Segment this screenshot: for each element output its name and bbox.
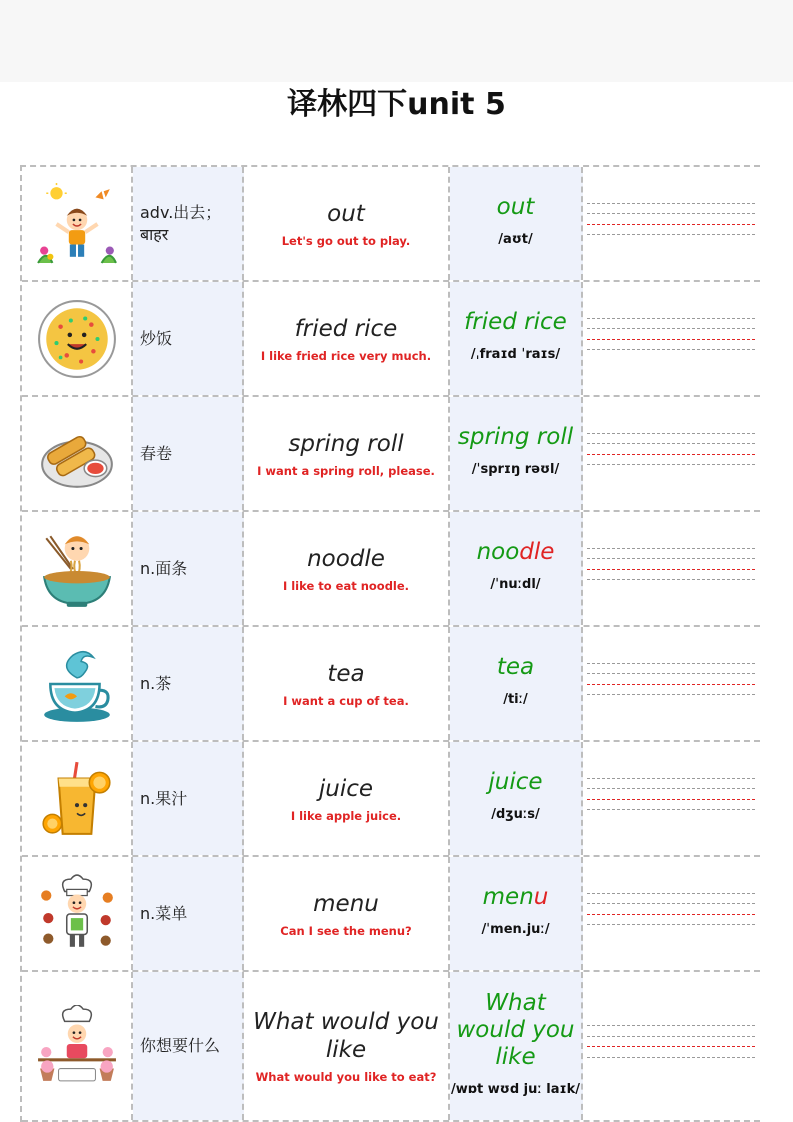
chinese-meaning: 炒饭 (133, 282, 244, 395)
noodle-bowl-icon (22, 512, 133, 625)
table-row (22, 512, 760, 627)
word-cell (244, 397, 450, 510)
phonetic-text: /tiː/ (503, 692, 528, 707)
example-sentence: I like to eat noodle. (282, 578, 410, 593)
juice-glass-icon (22, 742, 133, 855)
word-cell (244, 857, 450, 970)
phonetic-text: /ˈsprɪŋ rəʊl/ (471, 462, 560, 477)
spelling-word: fried rice (464, 309, 567, 335)
phonetic-cell (450, 627, 583, 740)
writing-lines (583, 627, 758, 740)
spelling-word: juice (488, 769, 543, 795)
writing-lines (583, 512, 758, 625)
fried-rice-icon (22, 282, 133, 395)
spelling-word: out (496, 194, 535, 220)
chinese-meaning: n.菜单 (133, 857, 244, 970)
table-row (22, 742, 760, 857)
writing-lines (583, 282, 758, 395)
chef-bakery-icon (22, 972, 133, 1120)
phonetic-text: /dʒuːs/ (491, 807, 540, 822)
chinese-meaning: adv.出去；बाहर (133, 167, 244, 280)
english-word: tea (327, 660, 365, 687)
english-word: noodle (307, 545, 385, 572)
chef-menu-icon (22, 857, 133, 970)
word-cell (244, 627, 450, 740)
table-row (22, 167, 760, 282)
word-cell (244, 282, 450, 395)
word-cell (244, 742, 450, 855)
example-sentence: Let's go out to play. (281, 233, 411, 248)
child-playing-icon (22, 167, 133, 280)
chinese-meaning: n.茶 (133, 627, 244, 740)
english-word: What would you like (253, 1009, 439, 1063)
chinese-meaning: 春卷 (133, 397, 244, 510)
example-sentence: What would you like to eat? (255, 1070, 437, 1084)
table-row (22, 397, 760, 512)
writing-lines (583, 972, 758, 1120)
word-cell (244, 167, 450, 280)
phonetic-cell (450, 397, 583, 510)
phonetic-text: /wɒt wʊd juː laɪk/ (450, 1081, 581, 1097)
example-sentence: I like fried rice very much. (260, 348, 432, 363)
example-sentence: I like apple juice. (290, 808, 402, 823)
top-band (0, 0, 793, 82)
english-word: spring roll (288, 430, 404, 457)
english-word: out (327, 200, 365, 227)
english-word: juice (318, 775, 374, 802)
phonetic-cell (450, 512, 583, 625)
english-word: menu (313, 890, 379, 917)
phonetic-cell (450, 282, 583, 395)
writing-lines (583, 167, 758, 280)
chinese-meaning: 你想要什么 (133, 972, 244, 1120)
writing-lines (583, 742, 758, 855)
spelling-word: What would you like (456, 989, 575, 1070)
example-sentence: I want a spring roll, please. (257, 463, 435, 478)
phonetic-cell (450, 972, 583, 1120)
phonetic-text: /aʊt/ (498, 232, 533, 247)
table-row (22, 857, 760, 972)
chinese-meaning: n.面条 (133, 512, 244, 625)
example-sentence: Can I see the menu? (280, 923, 412, 938)
phonetic-text: /ˈnuːdl/ (490, 577, 541, 592)
phonetic-cell (450, 742, 583, 855)
writing-lines (583, 397, 758, 510)
spelling-word: tea (496, 654, 535, 680)
spelling-word: spring roll (457, 424, 574, 450)
chinese-meaning: n.果汁 (133, 742, 244, 855)
phonetic-text: /ˌfraɪd ˈraɪs/ (470, 347, 561, 362)
phonetic-text: /ˈmen.juː/ (481, 922, 550, 937)
spring-roll-icon (22, 397, 133, 510)
spelling-word: menu (482, 884, 549, 910)
writing-lines (583, 857, 758, 970)
table-row (22, 972, 760, 1122)
tea-cup-icon (22, 627, 133, 740)
spelling-word: noodle (476, 539, 555, 565)
table-row (22, 282, 760, 397)
english-word: fried rice (294, 315, 398, 342)
phonetic-cell (450, 167, 583, 280)
vocab-table (20, 165, 760, 1122)
example-sentence: I want a cup of tea. (283, 693, 409, 708)
phonetic-cell (450, 857, 583, 970)
word-cell (244, 512, 450, 625)
word-cell (244, 972, 450, 1120)
table-row (22, 627, 760, 742)
page-title: 译林四下unit 5 (287, 87, 506, 122)
